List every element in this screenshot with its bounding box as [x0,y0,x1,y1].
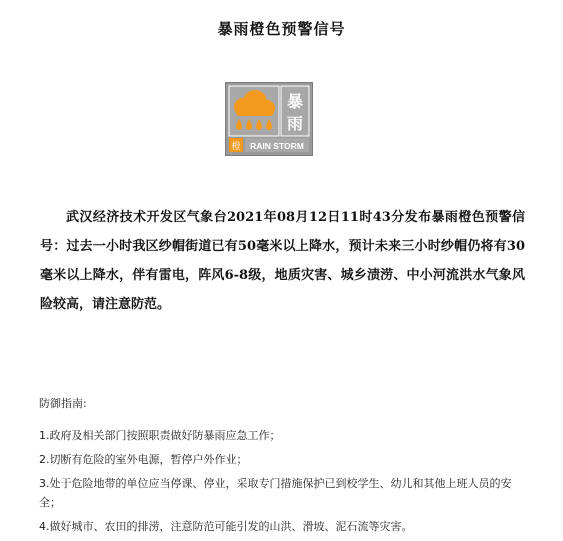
guide-item: 1.政府及相关部门按照职责做好防暴雨应急工作； [39,429,281,442]
guide-item: 3.处于危险地带的单位应当停课、停业，采取专门措施保护已到校学生、幼儿和其他上班人员的安全； [39,477,512,509]
warning-body-text: 武汉经济技术开发区气象台2021年08月12日11时43分发布暴雨橙色预警信号：过去一小时我区纱帽街道已有50毫米以上降水，预计未来三小时纱帽仍将有30毫米以上降水，伴有雷电，阵风6-8级，地质灾害、城乡渍涝、中小河流洪水气象风险较高，请注意防范。 [40,210,525,312]
signal-small-label: 橙 [231,142,241,152]
signal-label: RAIN STORM [250,141,304,151]
defense-guide [39,396,529,541]
signal-graphic [226,83,312,155]
guide-title: 防御指南: [39,397,87,410]
guide-item: 2.切断有危险的室外电源，暂停户外作业； [39,453,248,466]
rainstorm-orange-signal-icon [225,82,313,156]
signal-char-top: 暴 [286,92,304,111]
page-title: 暴雨橙色预警信号 [217,20,346,38]
signal-char-bottom: 雨 [286,114,304,133]
guide-item: 4.做好城市、农田的排涝，注意防范可能引发的山洪、滑坡、泥石流等灾害。 [39,520,413,533]
